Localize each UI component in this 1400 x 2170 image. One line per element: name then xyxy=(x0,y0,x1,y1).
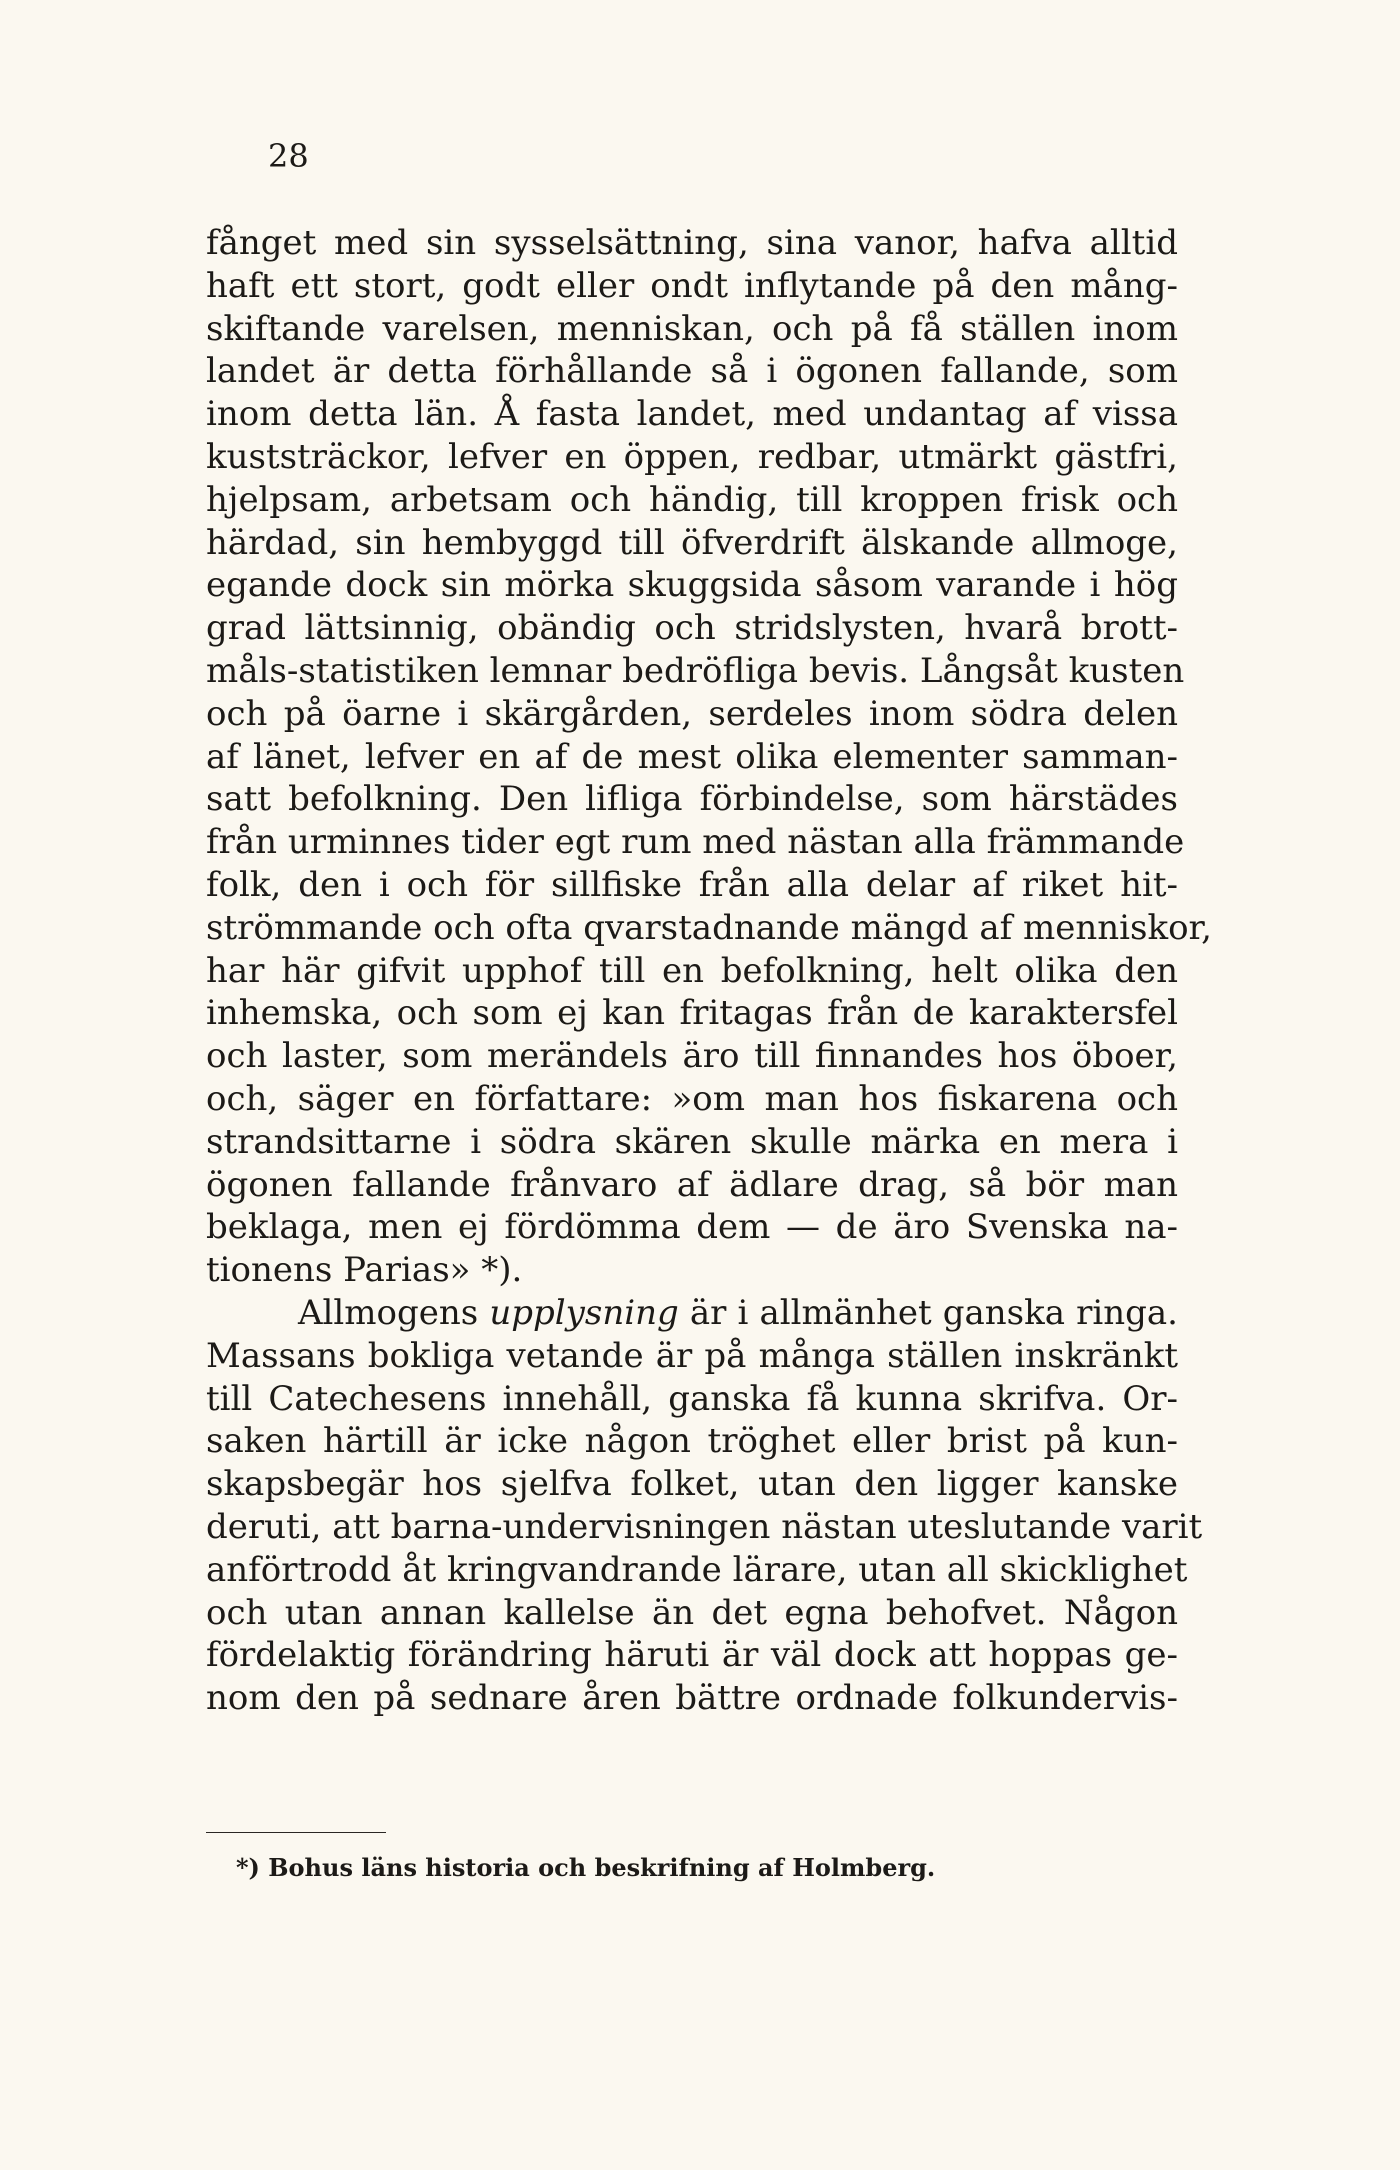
text-line: inhemska, och som ej kan fritagas från de karaktersfel xyxy=(206,993,1178,1034)
text-line: och, säger en författare: »om man hos fiskarena och xyxy=(206,1078,1178,1119)
text-line: haft ett stort, godt eller ondt inflytande på den mång- xyxy=(206,265,1178,306)
text-line: saken härtill är icke någon tröghet eller brist på kun- xyxy=(206,1421,1178,1462)
page-number: 28 xyxy=(268,137,309,175)
paragraph-start-line xyxy=(206,1292,1178,1335)
italic-term: upplysning xyxy=(489,1292,679,1333)
text-line: anförtrodd åt kringvandrande lärare, utan all skicklighet xyxy=(206,1549,1188,1590)
text-line: och på öarne i skärgården, serdeles inom södra delen xyxy=(206,693,1178,734)
text-line: hjelpsam, arbetsam och händig, till kroppen frisk och xyxy=(206,479,1178,520)
text-line: egande dock sin mörka skuggsida såsom varande i hög xyxy=(206,565,1178,606)
text-line: deruti, att barna-undervisningen nästan uteslutande varit xyxy=(206,1506,1203,1547)
text-segment: Allmogens xyxy=(298,1292,490,1333)
text-line: strandsittarne i södra skären skulle märka en mera i xyxy=(206,1121,1178,1162)
text-line: från urminnes tider egt rum med nästan alla främmande xyxy=(206,822,1185,863)
text-line: skapsbegär hos sjelfva folket, utan den ligger kanske xyxy=(206,1464,1178,1505)
text-line: och laster, som merändels äro till finnandes hos öboer, xyxy=(206,1036,1178,1077)
text-line: har här gifvit upphof till en befolkning, helt olika den xyxy=(206,950,1178,991)
text-line: skiftande varelsen, menniskan, och på få ställen inom xyxy=(206,308,1178,349)
text-line: fördelaktig förändring häruti är väl dock att hoppas ge- xyxy=(206,1635,1178,1676)
text-line: strömmande och ofta qvarstadnande mängd af menniskor, xyxy=(206,907,1212,948)
text-line: fånget med sin sysselsättning, sina vanor, hafva alltid xyxy=(206,223,1178,263)
text-line: inom detta län. Å fasta landet, med undantag af vissa xyxy=(206,394,1178,435)
text-line: Massans bokliga vetande är på många ställen inskränkt xyxy=(206,1335,1178,1376)
footnote: *) Bohus läns historia och beskrifning af Holmberg. xyxy=(236,1853,936,1882)
text-line: folk, den i och för sillfiske från alla delar af riket hit- xyxy=(206,864,1178,905)
text-line: af länet, lefver en af de mest olika elementer samman- xyxy=(206,736,1178,777)
text-segment: är i allmänhet ganska ringa. xyxy=(678,1292,1178,1333)
text-line: beklaga, men ej fördömma dem — de äro Svenska na- xyxy=(206,1207,1178,1248)
text-line: och utan annan kallelse än det egna behofvet. Någon xyxy=(206,1592,1178,1633)
text-line: kuststräckor, lefver en öppen, redbar, utmärkt gästfri, xyxy=(206,436,1178,477)
footnote-divider xyxy=(206,1832,386,1833)
text-line: härdad, sin hembyggd till öfverdrift älskande allmoge, xyxy=(206,522,1178,563)
body-text xyxy=(206,222,1212,1720)
text-line: till Catechesens innehåll, ganska få kunna skrifva. Or- xyxy=(206,1378,1178,1419)
text-line: satt befolkning. Den lifliga förbindelse, som härstädes xyxy=(206,779,1178,820)
text-line: landet är detta förhållande så i ögonen fallande, som xyxy=(206,351,1178,392)
text-line: nom den på sednare åren bättre ordnade folkundervis- xyxy=(206,1678,1178,1719)
text-line: ögonen fallande frånvaro af ädlare drag, så bör man xyxy=(206,1164,1178,1205)
text-line: måls-statistiken lemnar bedröfliga bevis. Långsåt kusten xyxy=(206,650,1185,691)
text-line: tionens Parias» *). xyxy=(206,1250,523,1291)
text-line: grad lättsinnig, obändig och stridslysten, hvarå brott- xyxy=(206,608,1178,649)
